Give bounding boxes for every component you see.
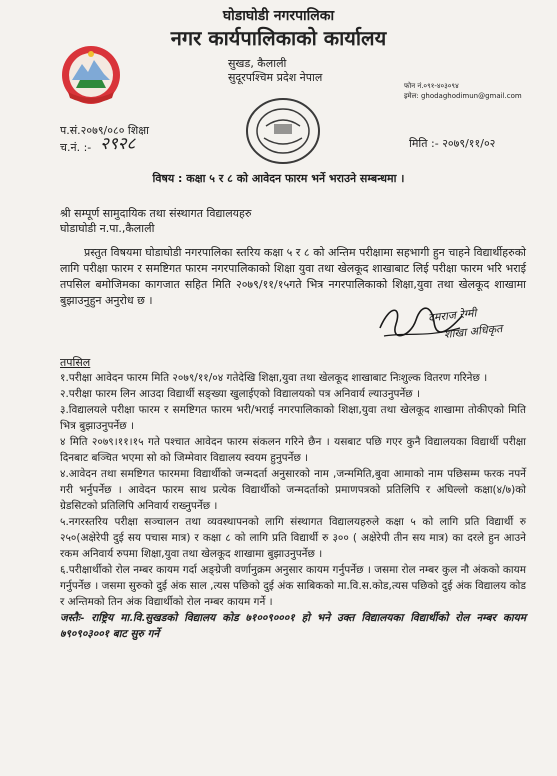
- tapasil-item-3: ३.विद्यालयले परीक्षा फारम र समष्टिगत फारम भरी/भराई नगरपालिकाको शिक्षा,युवा तथा खेलकूद शाखामा तोकीएको मिति भित्र बुझाउनुपर्नेछ ।: [60, 404, 526, 432]
- body-paragraph: प्रस्तुत विषयमा घोडाघोडी नगरपालिका स्तरिय कक्षा ५ र ८ को अन्तिम परीक्षामा सहभागी हुन चाहने विद्यार्थीहरुको लागि परीक्षा फारम र समष्टिगत फारम नगरपालिकाको शिक्षा युवा तथा खेलकूद शाखाबाट लिई परीक्षा फारम भरि भराई तपसिल बमोजिमका कागजात सहित मिति २०७९/११/१५गते भित्र नगरपालिकाको शिक्षा,युवा तथा खेलकूद शाखामा बुझाउनुहुन अनुरोध छ ।: [60, 246, 526, 307]
- tapasil-item-1: १.परीक्षा आवेदन फारम मिति २०७९/११/०४ गतेदेखि शिक्षा,युवा तथा खेलकूद शाखाबाट निःशुल्क वितरण गरिनेछ ।: [60, 372, 488, 384]
- office-phone: फोन नं.०९१-४०३०९४: [404, 82, 459, 90]
- office-email: इमेल: ghodaghodimun@gmail.com: [404, 92, 522, 100]
- letter-subject: विषय : कक्षा ५ र ८ को आवेदन फारम भर्ने भराउने सम्बन्धमा ।: [152, 172, 405, 185]
- tapasil-item-5: ४.आवेदन तथा समष्टिगत फारममा विद्यार्थीको जन्मदर्ता अनुसारको नाम ,जन्ममिति,बुवा आमाको नाम पछिसम्म फरक नपर्ने गरी भर्नुपर्नेछ । आवेदन फारम साथ प्रत्येक विद्यार्थीको जन्मदर्ताको प्रमाणपत्रको प्रतिलिपि र अघिल्लो कक्षा(४/७)को ग्रेडसिटको प्रतिलिपि अनिवार्य राख्नुपर्नेछ ।: [60, 468, 526, 512]
- office-name: नगर कार्यपालिकाको कार्यालय: [170, 26, 387, 50]
- letter-date: मिति :- २०७९/११/०२: [409, 137, 496, 150]
- tapasil-heading: तपसिल: [60, 356, 91, 369]
- municipality-name: घोडाघोडी नगरपालिका: [222, 8, 335, 24]
- signatory-title: शाखा अधिकृत: [443, 321, 503, 342]
- signatory-name: दमराज रेग्मी: [427, 306, 477, 325]
- handwritten-note: जस्तैः- राष्ट्रिय मा.वि.सुखडको विद्यालय कोड ७१००९०००१ हो भने उक्त विद्यालयका विद्यार्थीको रोल नम्बर कायम ७९०९०३००१ बाट सुरु गर्ने: [60, 612, 526, 640]
- tapasil-item-6: ५.नगरस्तरिय परीक्षा सञ्चालन तथा व्यवस्थापनको लागि संस्थागत विद्यालयहरुले कक्षा ५ को लागि प्रति विद्यार्थी रु २५०(अक्षेरेपी दुई सय पचास मात्र) र कक्षा ८ को लागि प्रति विद्यार्थी रु ३०० ( अक्षेरेपी तीन सय मात्र) का दरले हुन आउने रकम अनिवार्य रुपमा शिक्षा,युवा तथा खेलकूद शाखामा बुझाउनुपर्नेछ ।: [60, 516, 526, 560]
- tapasil-item-2: २.परीक्षा फारम लिन आउदा विद्यार्थी सङ्ख्या खुलाईएको विद्यालयको पत्र अनिवार्य ल्याउनुपर्नेछ ।: [60, 388, 420, 400]
- addressee-line-2: घोडाघोडी न.पा.,कैलाली: [60, 222, 155, 235]
- tapasil-item-4: ४ मिति २०७९।११।१५ गते पश्चात आवेदन फारम संकलन गरिने छैन । यसबाट पछि गएर कुनै विद्यालयका विद्यार्थी परीक्षा दिनबाट बञ्चित भएमा सो को जिम्मेवार विद्यालय स्वयम हुनुपर्नेछ ।: [60, 436, 526, 464]
- addressee-line-1: श्री सम्पूर्ण सामुदायिक तथा संस्थागत विद्यालयहरु: [60, 207, 252, 220]
- nepal-emblem-icon: [60, 44, 122, 106]
- office-seal-stamp: [244, 96, 322, 166]
- office-location: सुखड, कैलाली: [228, 57, 287, 70]
- chalani-number-handwritten: २९२८: [100, 134, 136, 154]
- chalani-label: च.नं. :-: [60, 141, 92, 154]
- tapasil-item-7: ६.परीक्षार्थीको रोल नम्बर कायम गर्दा अङ्ग्रेजी वर्णानुक्रम अनुसार कायम गर्नुपर्नेछ । जसमा रोल नम्बर कुल नौ अंकको कायम गर्नुपर्नेछ । जसमा सुरुको दुई अंक साल ,त्यस पछिको दुई अंक साबिकको मा.वि.स.कोड,त्यस पछिको दुई अंक विद्यालय कोड र अन्तिमको तिन अंक विद्यार्थीको रोल नम्बर कायम गर्ने ।: [60, 564, 526, 608]
- tapasil-list: [60, 370, 526, 642]
- office-province: सुदूरपश्चिम प्रदेश नेपाल: [228, 71, 323, 84]
- patra-sankhya: प.सं.२०७९/०८० शिक्षा: [60, 124, 149, 137]
